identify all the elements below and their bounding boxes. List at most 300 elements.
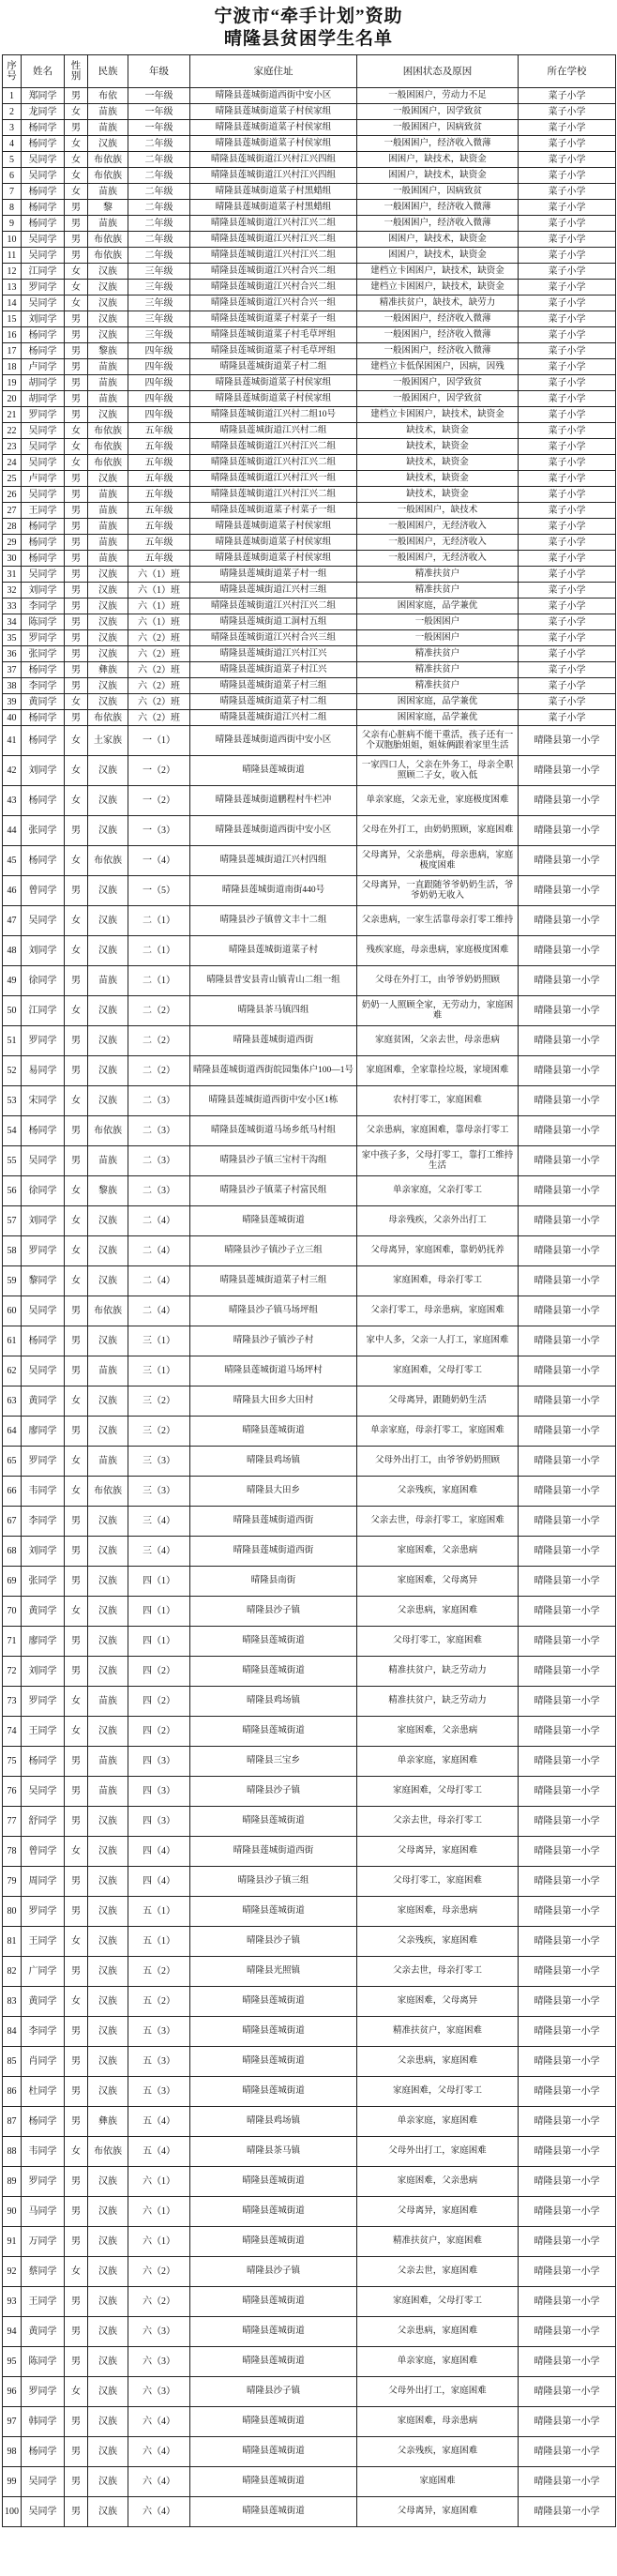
cell-name: 罗同学	[22, 1026, 65, 1056]
cell-status: 父亲患病，家庭困难，靠母亲打零工	[357, 1116, 519, 1146]
table-row	[3, 359, 616, 375]
cell-index: 28	[3, 519, 22, 535]
cell-index: 71	[3, 1627, 22, 1657]
cell-name: 李同学	[22, 678, 65, 694]
cell-name: 吴同学	[22, 152, 65, 168]
student-table	[2, 54, 616, 2527]
cell-ethnicity: 汉族	[88, 471, 128, 487]
cell-index: 96	[3, 2377, 22, 2407]
cell-school: 晴隆县第一小学	[519, 2317, 616, 2347]
cell-gender: 女	[65, 1717, 88, 1747]
cell-name: 蔡同学	[22, 2257, 65, 2287]
cell-address: 晴隆县莲城街道	[190, 2437, 357, 2467]
cell-status: 困困户，缺技术，缺资金	[357, 248, 519, 264]
cell-gender: 男	[65, 614, 88, 630]
cell-address: 晴隆县莲城街道江兴村江兴四组	[190, 152, 357, 168]
cell-index: 32	[3, 583, 22, 599]
header-grade: 年级	[128, 55, 190, 88]
table-row	[3, 168, 616, 184]
cell-index: 9	[3, 216, 22, 232]
cell-address: 晴隆县莲城街道西街中安小区	[190, 816, 357, 846]
cell-ethnicity: 苗族	[88, 503, 128, 519]
cell-name: 李同学	[22, 1507, 65, 1537]
cell-address: 晴隆县莲城街道江兴村江兴一组	[190, 471, 357, 487]
cell-name: 罗同学	[22, 630, 65, 646]
cell-grade: 五年级	[128, 423, 190, 439]
cell-address: 晴隆县莲城街道菜子村黑蜡组	[190, 200, 357, 216]
cell-status: 家庭困难，父亲患病	[357, 1717, 519, 1747]
table-row	[3, 120, 616, 136]
table-row	[3, 1747, 616, 1777]
cell-school: 菜子小学	[519, 503, 616, 519]
cell-name: 吴同学	[22, 248, 65, 264]
cell-grade: 四年级	[128, 375, 190, 391]
cell-ethnicity: 苗族	[88, 216, 128, 232]
table-row	[3, 1447, 616, 1477]
cell-school: 晴隆县第一小学	[519, 1206, 616, 1236]
cell-index: 72	[3, 1657, 22, 1687]
cell-school: 晴隆县第一小学	[519, 1657, 616, 1687]
cell-name: 黄同学	[22, 1987, 65, 2017]
cell-name: 吴同学	[22, 439, 65, 455]
table-row	[3, 2437, 616, 2467]
cell-index: 81	[3, 1927, 22, 1957]
table-row	[3, 1807, 616, 1837]
cell-school: 晴隆县第一小学	[519, 1417, 616, 1447]
cell-index: 40	[3, 710, 22, 726]
cell-address: 晴隆县莲城街道菜子村侯家组	[190, 535, 357, 551]
cell-ethnicity: 苗族	[88, 104, 128, 120]
cell-ethnicity: 汉族	[88, 786, 128, 816]
table-row	[3, 311, 616, 327]
cell-address: 晴隆县莲城街道	[190, 2497, 357, 2527]
cell-address: 晴隆县莲城街道马场坪村	[190, 1356, 357, 1386]
cell-index: 70	[3, 1597, 22, 1627]
cell-status: 家庭困难	[357, 2467, 519, 2497]
cell-address: 晴隆县莲城街道江兴村二组	[190, 710, 357, 726]
cell-status: 母亲残疾，父亲外出打工	[357, 1206, 519, 1236]
cell-address: 晴隆县莲城街道	[190, 2287, 357, 2317]
cell-school: 晴隆县第一小学	[519, 2467, 616, 2497]
cell-index: 54	[3, 1116, 22, 1146]
cell-ethnicity: 汉族	[88, 295, 128, 311]
cell-grade: 五（1）	[128, 1897, 190, 1927]
cell-status: 家庭困难，父母打零工	[357, 2077, 519, 2107]
cell-ethnicity: 苗族	[88, 1687, 128, 1717]
cell-address: 晴隆县莲城街道	[190, 2347, 357, 2377]
cell-status: 一般困困户，经济收入微薄	[357, 136, 519, 152]
cell-name: 吴同学	[22, 906, 65, 936]
cell-name: 杨同学	[22, 786, 65, 816]
cell-grade: 四（1）	[128, 1597, 190, 1627]
cell-status: 缺技术，缺资金	[357, 455, 519, 471]
cell-school: 菜子小学	[519, 280, 616, 295]
cell-ethnicity: 汉族	[88, 2167, 128, 2197]
cell-gender: 男	[65, 966, 88, 996]
cell-ethnicity: 汉族	[88, 996, 128, 1026]
cell-name: 杨同学	[22, 519, 65, 535]
cell-name: 杨同学	[22, 535, 65, 551]
cell-address: 晴隆县莲城街道	[190, 2317, 357, 2347]
cell-status: 精准扶贫户，家庭困难	[357, 2227, 519, 2257]
cell-grade: 一（1）	[128, 726, 190, 756]
cell-status: 单亲家庭，母亲打零工，家庭困难	[357, 1417, 519, 1447]
cell-index: 79	[3, 1867, 22, 1897]
cell-ethnicity: 汉族	[88, 280, 128, 295]
table-row	[3, 1356, 616, 1386]
cell-gender: 女	[65, 1176, 88, 1206]
cell-school: 菜子小学	[519, 551, 616, 567]
cell-index: 90	[3, 2197, 22, 2227]
cell-address: 晴隆县莲城街道菜子村毛草坪组	[190, 343, 357, 359]
cell-name: 杨同学	[22, 726, 65, 756]
cell-ethnicity: 苗族	[88, 519, 128, 535]
cell-ethnicity: 汉族	[88, 1056, 128, 1086]
cell-status: 家庭困难，全家靠捡垃圾，家境困难	[357, 1056, 519, 1086]
cell-ethnicity: 汉族	[88, 1026, 128, 1056]
table-row	[3, 846, 616, 876]
table-row	[3, 599, 616, 614]
cell-ethnicity: 布依族	[88, 455, 128, 471]
cell-status: 精准扶贫户，缺乏劳动力	[357, 1687, 519, 1717]
cell-address: 晴隆县莲城街道江兴村江兴二组	[190, 599, 357, 614]
cell-status: 一般困困户，无经济收入	[357, 551, 519, 567]
cell-school: 菜子小学	[519, 184, 616, 200]
cell-address: 晴隆县莲城街道菜子村二组	[190, 359, 357, 375]
cell-gender: 女	[65, 295, 88, 311]
cell-status: 精准扶贫户	[357, 567, 519, 583]
cell-status: 单亲家庭，父亲打零工	[357, 1176, 519, 1206]
cell-school: 菜子小学	[519, 710, 616, 726]
cell-status: 父亲打零工，母亲患病，家庭困难	[357, 1296, 519, 1326]
cell-name: 罗同学	[22, 280, 65, 295]
table-body	[3, 88, 616, 2527]
cell-name: 肖同学	[22, 2047, 65, 2077]
cell-index: 46	[3, 876, 22, 906]
cell-status: 父亲患病，一家生活靠母亲打零工维持	[357, 906, 519, 936]
cell-index: 78	[3, 1837, 22, 1867]
cell-school: 菜子小学	[519, 662, 616, 678]
cell-grade: 二（4）	[128, 1266, 190, 1296]
cell-index: 47	[3, 906, 22, 936]
cell-school: 菜子小学	[519, 343, 616, 359]
table-row	[3, 646, 616, 662]
cell-index: 63	[3, 1386, 22, 1417]
cell-ethnicity: 汉族	[88, 614, 128, 630]
cell-gender: 女	[65, 1236, 88, 1266]
cell-ethnicity: 汉族	[88, 1266, 128, 1296]
table-row	[3, 1987, 616, 2017]
cell-index: 68	[3, 1537, 22, 1567]
table-row	[3, 1627, 616, 1657]
table-row	[3, 216, 616, 232]
cell-ethnicity: 彝族	[88, 662, 128, 678]
cell-status: 父母打零工，家庭困难	[357, 1867, 519, 1897]
cell-ethnicity: 汉族	[88, 1537, 128, 1567]
cell-status: 精准扶贫户，家庭困难	[357, 2017, 519, 2047]
cell-status: 父亲去世，母亲打零工	[357, 1957, 519, 1987]
cell-gender: 女	[65, 1927, 88, 1957]
cell-address: 晴隆县莲城街道	[190, 2077, 357, 2107]
cell-ethnicity: 苗族	[88, 535, 128, 551]
cell-gender: 男	[65, 876, 88, 906]
table-row	[3, 551, 616, 567]
cell-index: 56	[3, 1176, 22, 1206]
cell-grade: 六（2）班	[128, 662, 190, 678]
cell-grade: 六（2）班	[128, 646, 190, 662]
cell-status: 父亲去世，母亲打零工	[357, 1807, 519, 1837]
cell-status: 家中人多，父亲一人打工，家庭困难	[357, 1326, 519, 1356]
cell-name: 韩同学	[22, 2407, 65, 2437]
cell-name: 刘同学	[22, 311, 65, 327]
cell-index: 22	[3, 423, 22, 439]
cell-status: 家庭困难，父母打零工	[357, 1777, 519, 1807]
cell-ethnicity: 汉族	[88, 2407, 128, 2437]
cell-grade: 三（2）	[128, 1386, 190, 1417]
table-row	[3, 1537, 616, 1567]
cell-index: 26	[3, 487, 22, 503]
cell-gender: 男	[65, 1507, 88, 1537]
cell-gender: 女	[65, 104, 88, 120]
cell-school: 菜子小学	[519, 630, 616, 646]
table-row	[3, 1116, 616, 1146]
cell-school: 晴隆县第一小学	[519, 2107, 616, 2137]
cell-name: 吴同学	[22, 1356, 65, 1386]
cell-gender: 女	[65, 280, 88, 295]
cell-name: 吴同学	[22, 1146, 65, 1176]
cell-grade: 六（3）	[128, 2377, 190, 2407]
cell-name: 刘同学	[22, 1206, 65, 1236]
cell-ethnicity: 布依族	[88, 232, 128, 248]
table-row	[3, 391, 616, 407]
cell-name: 徐同学	[22, 1176, 65, 1206]
table-row	[3, 786, 616, 816]
table-row	[3, 407, 616, 423]
cell-address: 晴隆县莲城街道	[190, 1987, 357, 2017]
cell-name: 刘同学	[22, 583, 65, 599]
cell-name: 王同学	[22, 1927, 65, 1957]
cell-status: 一般困困户，经济收入微薄	[357, 216, 519, 232]
cell-index: 42	[3, 756, 22, 786]
cell-status: 父亲残疾，家庭困难	[357, 1927, 519, 1957]
cell-name: 舒同学	[22, 1807, 65, 1837]
table-row	[3, 936, 616, 966]
cell-name: 李同学	[22, 2017, 65, 2047]
cell-address: 晴隆县沙子镇三组	[190, 1867, 357, 1897]
cell-index: 23	[3, 439, 22, 455]
cell-address: 晴隆县沙子镇	[190, 1927, 357, 1957]
cell-index: 75	[3, 1747, 22, 1777]
table-row	[3, 232, 616, 248]
table-row	[3, 2257, 616, 2287]
cell-address: 晴隆县莲城街道	[190, 2467, 357, 2497]
cell-name: 刘同学	[22, 1537, 65, 1567]
cell-grade: 五（1）	[128, 1927, 190, 1957]
cell-address: 晴隆县莲城街道菜子村侯家组	[190, 551, 357, 567]
cell-gender: 女	[65, 694, 88, 710]
cell-ethnicity: 汉族	[88, 2047, 128, 2077]
cell-ethnicity: 汉族	[88, 1927, 128, 1957]
cell-gender: 女	[65, 1477, 88, 1507]
cell-index: 20	[3, 391, 22, 407]
cell-school: 菜子小学	[519, 487, 616, 503]
cell-status: 父亲去世，母亲打零工，家庭困难	[357, 1507, 519, 1537]
cell-grade: 二年级	[128, 216, 190, 232]
header-name: 姓名	[22, 55, 65, 88]
header-status: 困困状态及原因	[357, 55, 519, 88]
cell-school: 晴隆县第一小学	[519, 1747, 616, 1777]
cell-grade: 二年级	[128, 152, 190, 168]
cell-address: 晴隆县莲城街道江兴村合兴二组	[190, 264, 357, 280]
cell-gender: 男	[65, 1807, 88, 1837]
cell-address: 晴隆县莲城街道西街	[190, 1837, 357, 1867]
cell-index: 18	[3, 359, 22, 375]
table-row	[3, 1477, 616, 1507]
cell-grade: 四（3）	[128, 1807, 190, 1837]
table-row	[3, 2317, 616, 2347]
cell-address: 晴隆县莲城街道菜子村侯家组	[190, 375, 357, 391]
cell-grade: 三（1）	[128, 1326, 190, 1356]
cell-address: 晴隆县莲城街道江兴村三组	[190, 583, 357, 599]
cell-gender: 男	[65, 2467, 88, 2497]
cell-grade: 一年级	[128, 88, 190, 104]
cell-school: 菜子小学	[519, 359, 616, 375]
cell-name: 李同学	[22, 599, 65, 614]
cell-address: 晴隆县鸡场镇	[190, 1687, 357, 1717]
table-row	[3, 996, 616, 1026]
cell-gender: 男	[65, 2437, 88, 2467]
cell-grade: 六（1）班	[128, 567, 190, 583]
cell-index: 14	[3, 295, 22, 311]
cell-name: 刘同学	[22, 936, 65, 966]
cell-name: 杨同学	[22, 120, 65, 136]
cell-grade: 二（2）	[128, 996, 190, 1026]
cell-status: 奶奶一人照顾全家，无劳动力，家庭困难	[357, 996, 519, 1026]
cell-status: 父母外出打工，家庭困难	[357, 2377, 519, 2407]
cell-index: 69	[3, 1567, 22, 1597]
header-ethnicity: 民族	[88, 55, 128, 88]
cell-grade: 一年级	[128, 104, 190, 120]
cell-index: 16	[3, 327, 22, 343]
cell-name: 吴同学	[22, 567, 65, 583]
cell-ethnicity: 汉族	[88, 2317, 128, 2347]
cell-status: 一般困困户，因学致贫	[357, 104, 519, 120]
cell-address: 晴隆县莲城街道江兴村江兴二组	[190, 455, 357, 471]
table-row	[3, 455, 616, 471]
cell-grade: 四年级	[128, 343, 190, 359]
table-row	[3, 1927, 616, 1957]
cell-grade: 五（3）	[128, 2077, 190, 2107]
document-title	[0, 0, 617, 54]
cell-school: 晴隆县第一小学	[519, 1266, 616, 1296]
cell-address: 晴隆县莲城街道江兴村江兴	[190, 646, 357, 662]
cell-school: 晴隆县第一小学	[519, 2137, 616, 2167]
cell-gender: 男	[65, 583, 88, 599]
cell-grade: 三年级	[128, 327, 190, 343]
cell-name: 杨同学	[22, 662, 65, 678]
cell-gender: 女	[65, 936, 88, 966]
cell-ethnicity: 苗族	[88, 1356, 128, 1386]
cell-ethnicity: 苗族	[88, 1447, 128, 1477]
cell-school: 菜子小学	[519, 88, 616, 104]
cell-index: 17	[3, 343, 22, 359]
cell-gender: 女	[65, 1987, 88, 2017]
cell-address: 晴隆县莲城街道菜子村毛草坪组	[190, 327, 357, 343]
cell-index: 45	[3, 846, 22, 876]
header-gender: 性别	[65, 55, 88, 88]
cell-grade: 二（3）	[128, 1176, 190, 1206]
cell-index: 27	[3, 503, 22, 519]
cell-ethnicity: 苗族	[88, 184, 128, 200]
cell-grade: 六（3）	[128, 2317, 190, 2347]
cell-name: 曾同学	[22, 1837, 65, 1867]
cell-school: 菜子小学	[519, 455, 616, 471]
cell-status: 父母离异，一直跟随爷爷奶奶生活，爷爷奶奶无收入	[357, 876, 519, 906]
cell-ethnicity: 布依族	[88, 248, 128, 264]
cell-grade: 六（2）班	[128, 630, 190, 646]
cell-index: 51	[3, 1026, 22, 1056]
cell-grade: 三（3）	[128, 1477, 190, 1507]
cell-name: 吴同学	[22, 1296, 65, 1326]
cell-name: 罗同学	[22, 407, 65, 423]
table-row	[3, 2497, 616, 2527]
cell-grade: 六（1）班	[128, 614, 190, 630]
cell-index: 59	[3, 1266, 22, 1296]
cell-grade: 一（2）	[128, 756, 190, 786]
cell-ethnicity: 汉族	[88, 1206, 128, 1236]
cell-name: 杨同学	[22, 200, 65, 216]
cell-name: 吴同学	[22, 2467, 65, 2497]
cell-school: 晴隆县第一小学	[519, 1356, 616, 1386]
cell-name: 卢同学	[22, 471, 65, 487]
cell-status: 父亲患病，家庭困难	[357, 1597, 519, 1627]
cell-school: 晴隆县第一小学	[519, 996, 616, 1026]
cell-name: 罗同学	[22, 2377, 65, 2407]
cell-grade: 四（3）	[128, 1747, 190, 1777]
cell-address: 晴隆县莲城街道	[190, 2407, 357, 2437]
cell-name: 郑同学	[22, 88, 65, 104]
table-row	[3, 1326, 616, 1356]
cell-gender: 男	[65, 1777, 88, 1807]
cell-index: 1	[3, 88, 22, 104]
cell-grade: 二年级	[128, 248, 190, 264]
cell-address: 晴隆县光照镇	[190, 1957, 357, 1987]
cell-gender: 女	[65, 455, 88, 471]
cell-name: 宋同学	[22, 1086, 65, 1116]
cell-address: 晴隆县莲城街道菜子村菜子一组	[190, 311, 357, 327]
cell-ethnicity: 布依族	[88, 439, 128, 455]
cell-grade: 六（1）	[128, 2227, 190, 2257]
cell-school: 菜子小学	[519, 295, 616, 311]
cell-school: 菜子小学	[519, 264, 616, 280]
table-row	[3, 1176, 616, 1206]
cell-ethnicity: 汉族	[88, 630, 128, 646]
cell-gender: 男	[65, 359, 88, 375]
table-row	[3, 1206, 616, 1236]
cell-name: 刘同学	[22, 1657, 65, 1687]
cell-name: 万同学	[22, 2227, 65, 2257]
cell-school: 晴隆县第一小学	[519, 1236, 616, 1266]
cell-status: 一般困困户，无经济收入	[357, 535, 519, 551]
cell-grade: 二年级	[128, 136, 190, 152]
cell-status: 精准扶贫户，缺技术，缺劳力	[357, 295, 519, 311]
cell-address: 晴隆县莲城街道江兴村江兴二组	[190, 439, 357, 455]
cell-gender: 男	[65, 327, 88, 343]
cell-status: 父母离异，家庭困难	[357, 2197, 519, 2227]
cell-index: 62	[3, 1356, 22, 1386]
cell-gender: 男	[65, 88, 88, 104]
cell-gender: 女	[65, 846, 88, 876]
